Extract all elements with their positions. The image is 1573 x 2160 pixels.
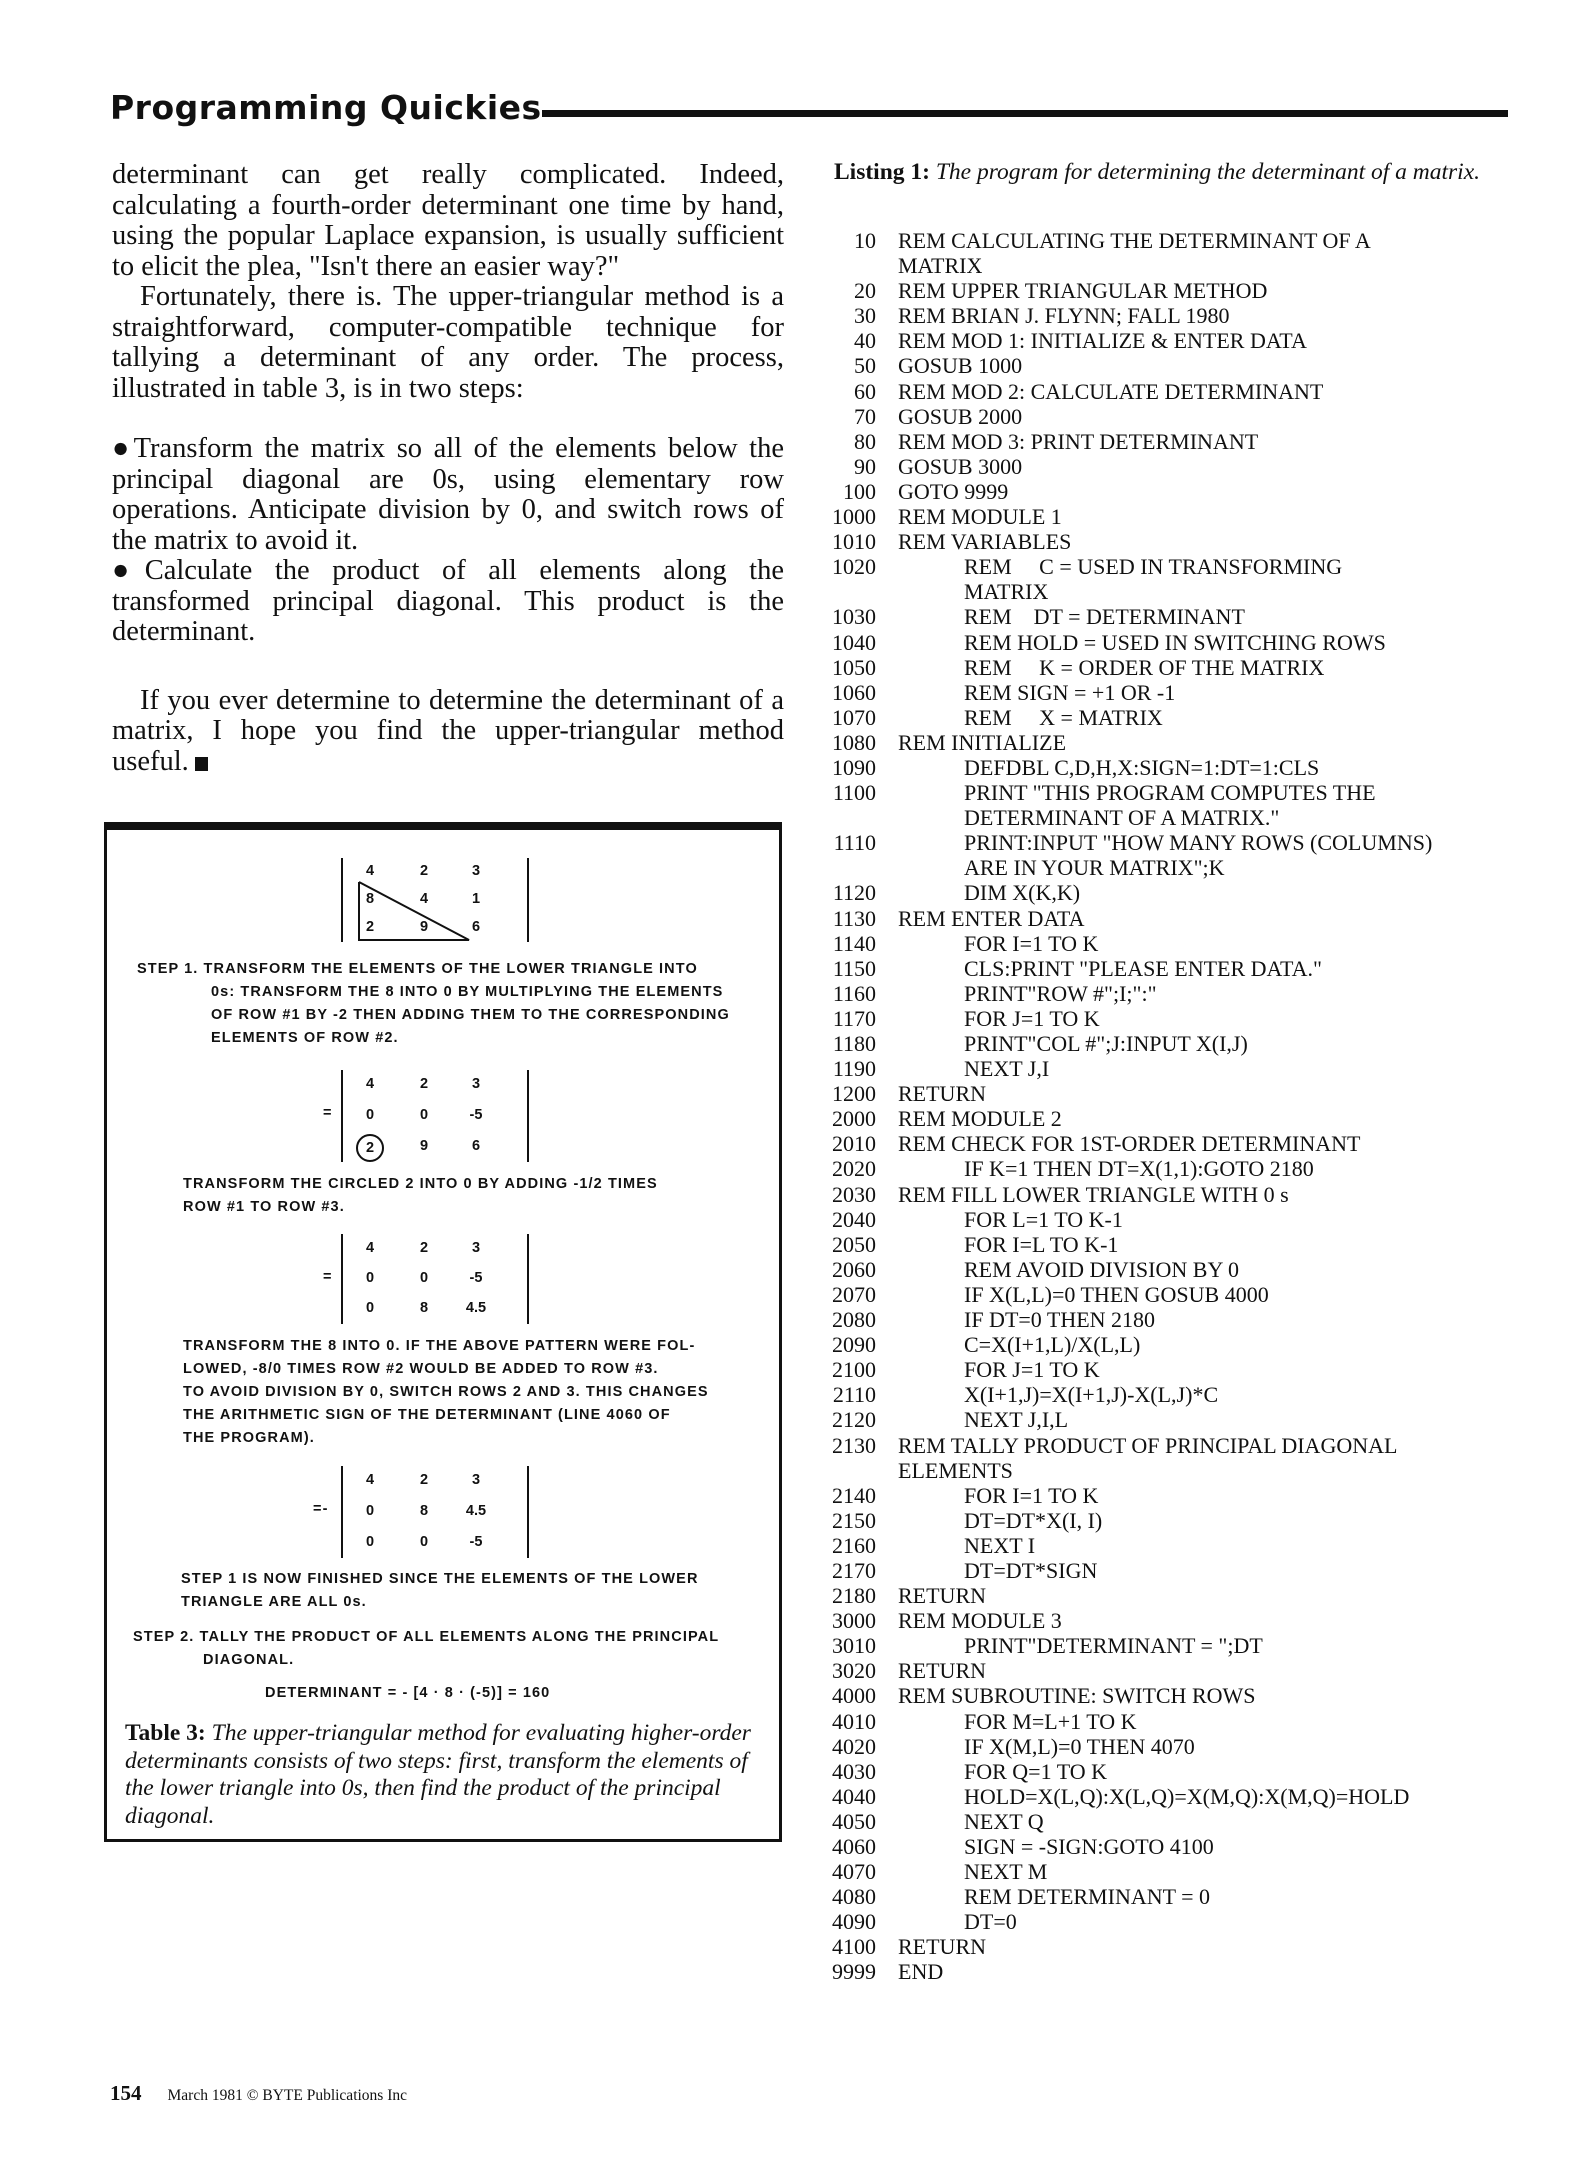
line-number: 1050 [832,654,876,680]
bullet-text: Calculate the product of all elements along the transformed principal diagonal. This product is the determinant. [112,555,784,647]
matrix-cell: 2 [419,1472,429,1489]
bullet-item [112,434,784,556]
listing-line [818,1959,1518,1984]
matrix-bar-left [341,1466,343,1558]
line-number: 4100 [832,1934,876,1960]
article-paragraph [112,686,784,778]
line-number: 4050 [832,1808,876,1834]
line-code: IF X(L,L)=0 THEN GOSUB 4000 [964,1281,1269,1307]
line-code: REM CHECK FOR 1ST-ORDER DETERMINANT [898,1131,1361,1157]
matrix-cell: 8 [419,1503,429,1519]
line-code: DT=DT*SIGN [964,1557,1098,1583]
line-number: 40 [854,328,876,354]
line-number: 2070 [832,1281,876,1307]
matrix-cell: 2 [419,1076,429,1093]
line-number: 1020 [832,554,876,580]
matrix-cell [345,1138,395,1162]
line-code: FOR I=1 TO K [964,930,1099,956]
matrix-cell: 0 [365,1107,375,1123]
step2-text: DIAGONAL. [203,1652,295,1668]
listing-line [818,1809,1518,1834]
line-number: 4040 [832,1783,876,1809]
listing-line [818,328,1518,353]
line-code: SIGN = -SIGN:GOTO 4100 [964,1834,1214,1859]
transform-text: TRANSFORM THE 8 INTO 0. IF THE ABOVE PATTERN WERE FOL- [183,1338,696,1354]
equals-sign: = [323,1269,333,1285]
transform-text: LOWED, -8/0 TIMES ROW #2 WOULD BE ADDED TO ROW #3. [183,1361,659,1377]
line-code: REM ENTER DATA [898,905,1085,931]
line-number: 50 [854,353,876,379]
listing-line [818,1909,1518,1934]
article-paragraph: determinant can get really complicated. Indeed, calculating a fourth-order determinant one time by hand, using the popular Laplace expansion, is usually sufficient to elicit the plea, "Isn't there an easier way?" [112,159,784,282]
listing-line [818,1332,1518,1357]
line-number: 1170 [832,1005,876,1031]
line-number: 1140 [832,930,876,956]
line-code: END [898,1959,944,1985]
caption-text: The upper-triangular method for evaluating higher-order determinants consists of two steps: first, transform the elements of the lower triangle into 0s, then find the product of the principal diagonal. [125,1720,751,1829]
line-number: 2170 [832,1557,876,1583]
line-code-continuation: MATRIX [964,579,1049,605]
listing-line [818,1784,1518,1809]
listing-line [818,830,1518,855]
listing-line [818,1709,1518,1734]
line-number: 1030 [832,604,876,630]
line-code: NEXT J,I,L [964,1407,1069,1433]
line-number: 90 [854,453,876,479]
line-number: 2040 [832,1206,876,1232]
listing-line [818,1558,1518,1583]
listing-caption-text: The program for determining the determinant of a matrix. [935,159,1481,185]
table-caption [125,1720,765,1830]
line-number: 1180 [832,1031,876,1056]
line-code: PRINT"DETERMINANT = ";DT [964,1633,1263,1659]
listing-line-continuation [818,805,1518,830]
equals-sign: = [323,1105,333,1121]
listing-line [818,1031,1518,1056]
listing-line [818,1106,1518,1131]
line-code: REM AVOID DIVISION BY 0 [964,1256,1240,1282]
listing-line [818,1533,1518,1558]
line-number: 1040 [832,629,876,655]
line-number: 1090 [832,754,876,780]
caption-label: Table 3: [125,1720,206,1746]
listing-line [818,931,1518,956]
matrix-cell: 3 [471,1240,481,1256]
line-code: NEXT Q [964,1808,1044,1834]
listing-line [818,1232,1518,1257]
line-number: 4080 [832,1884,876,1910]
matrix-cell: 0 [419,1107,429,1123]
listing-line [818,981,1518,1006]
line-number: 100 [843,478,876,504]
article-column [112,160,784,777]
listing-caption-label: Listing 1: [834,159,930,185]
listing-line [818,1834,1518,1859]
line-number: 1080 [832,729,876,755]
line-code: RETURN [898,1081,986,1107]
matrix-step-2 [341,1234,529,1324]
listing-line [818,730,1518,755]
line-code: REM MOD 1: INITIALIZE & ENTER DATA [898,328,1307,354]
listing-line [818,1131,1518,1156]
line-code: GOTO 9999 [898,478,1009,504]
line-number: 3010 [832,1633,876,1659]
line-number: 1060 [832,679,876,705]
listing-line [818,880,1518,905]
line-code-continuation: ARE IN YOUR MATRIX";K [964,855,1225,881]
listing-line [818,1859,1518,1884]
line-number: 2060 [832,1256,876,1282]
line-code: C=X(I+1,L)/X(L,L) [964,1332,1141,1358]
line-code: REM SUBROUTINE: SWITCH ROWS [898,1683,1256,1709]
listing-line [818,655,1518,680]
line-number: 1000 [832,504,876,530]
listing-line [818,1633,1518,1658]
line-code: FOR I=1 TO K [964,1482,1099,1508]
line-code: IF X(M,L)=0 THEN 4070 [964,1733,1195,1759]
matrix-cell: 1 [471,891,481,907]
listing-line [818,1508,1518,1533]
listing-line [818,755,1518,780]
line-code: NEXT M [964,1859,1048,1885]
line-number: 3020 [832,1658,876,1684]
line-code: DT=DT*X(I, I) [964,1507,1103,1533]
matrix-bar-left [341,858,343,942]
line-number: 2130 [832,1432,876,1458]
line-code: DEFDBL C,D,H,X:SIGN=1:DT=1:CLS [964,754,1320,780]
line-number: 4010 [832,1708,876,1734]
listing-line [818,630,1518,655]
line-code: RETURN [898,1934,986,1960]
page-number: 154 [110,2081,142,2105]
listing-line [818,1282,1518,1307]
transform-text: TRANSFORM THE CIRCLED 2 INTO 0 BY ADDING -1/2 TIMES [183,1176,658,1192]
matrix-bar-left [341,1070,343,1162]
line-code: HOLD=X(L,Q):X(L,Q)=X(M,Q):X(M,Q)=HOLD [964,1783,1410,1809]
listing-line [818,780,1518,805]
line-code: NEXT J,I [964,1056,1050,1082]
line-number: 1150 [832,955,876,981]
listing-line [818,1433,1518,1458]
matrix-cell: 9 [419,1137,429,1154]
matrix-cell: 4 [365,1472,375,1489]
matrix-cell: 4 [365,863,375,879]
line-code: REM MOD 2: CALCULATE DETERMINANT [898,378,1324,404]
matrix-cell: 0 [365,1300,375,1316]
line-number: 4060 [832,1834,876,1859]
line-code: RETURN [898,1583,986,1609]
matrix-cell: 2 [365,919,375,935]
step2-text: STEP 2. TALLY THE PRODUCT OF ALL ELEMENTS ALONG THE PRINCIPAL [133,1629,720,1645]
line-code: REM C = USED IN TRANSFORMING [964,554,1343,580]
step1-text: OF ROW #1 BY -2 THEN ADDING THEM TO THE CORRESPONDING [211,1007,730,1023]
line-code: PRINT"COL #";J:INPUT X(I,J) [964,1031,1248,1056]
listing-line [818,1156,1518,1181]
line-code: GOSUB 2000 [898,403,1023,429]
line-code: REM HOLD = USED IN SWITCHING ROWS [964,629,1386,655]
line-number: 1130 [832,905,876,931]
matrix-step-1 [341,1070,529,1162]
line-code: IF DT=0 THEN 2180 [964,1307,1156,1333]
step1-text: ELEMENTS OF ROW #2. [211,1030,399,1046]
line-number: 2140 [832,1482,876,1508]
listing-line [818,1182,1518,1207]
bullet-icon: ● [112,433,134,464]
line-code: REM MODULE 1 [898,504,1062,530]
listing-line [818,1734,1518,1759]
line-number: 1120 [832,880,876,906]
line-number: 1010 [832,529,876,555]
matrix-cell: 0 [365,1533,375,1550]
matrix-cell: 8 [419,1300,429,1316]
line-code: GOSUB 3000 [898,453,1023,479]
line-code-continuation: MATRIX [898,253,983,279]
lower-triangle-diagram [355,878,475,944]
listing-line [818,1081,1518,1106]
listing-line [818,228,1518,253]
line-number: 3000 [832,1608,876,1634]
line-code: REM K = ORDER OF THE MATRIX [964,654,1325,680]
line-code: REM UPPER TRIANGULAR METHOD [898,278,1268,304]
listing-line-continuation [818,1458,1518,1483]
line-number: 2180 [832,1583,876,1609]
matrix-cell: 0 [365,1503,375,1519]
line-code: X(I+1,J)=X(I+1,J)-X(L,J)*C [964,1382,1219,1408]
listing-line [818,1006,1518,1031]
line-code: PRINT"ROW #";I;":" [964,980,1157,1006]
line-number: 80 [854,428,876,454]
line-number: 2030 [832,1181,876,1207]
bullet-text: Transform the matrix so all of the elements below the principal diagonal are 0s, using elementary row operations. Anticipate division by 0, and switch rows of the matrix to avoid it. [112,433,784,556]
listing-line [818,1683,1518,1708]
listing-line [818,1257,1518,1282]
matrix-cell: 3 [471,1076,481,1093]
line-code: DIM X(K,K) [964,880,1081,906]
line-code: REM TALLY PRODUCT OF PRINCIPAL DIAGONAL [898,1432,1398,1458]
line-number: 2100 [832,1357,876,1383]
step1-finished-text: TRIANGLE ARE ALL 0s. [181,1594,367,1610]
listing-line [818,1608,1518,1633]
line-number: 70 [854,403,876,429]
line-code: REM CALCULATING THE DETERMINANT OF A [898,228,1371,253]
listing-line [818,705,1518,730]
matrix-cell: -5 [469,1270,483,1286]
line-number: 1200 [832,1081,876,1107]
matrix-cell: 0 [419,1533,429,1550]
bullet-item [112,556,784,648]
listing-line [818,554,1518,579]
line-number: 30 [854,303,876,329]
line-number: 4030 [832,1758,876,1784]
line-code: FOR M=L+1 TO K [964,1708,1137,1734]
line-code-continuation: ELEMENTS [898,1457,1013,1483]
listing-line [818,303,1518,328]
listing-line [818,1407,1518,1432]
line-number: 1190 [832,1056,876,1082]
circled-element: 2 [356,1134,384,1162]
matrix-cell: 4 [365,1240,375,1256]
listing-line [818,379,1518,404]
line-code: REM DT = DETERMINANT [964,604,1245,630]
listing-line [818,1382,1518,1407]
matrix-cell: -5 [469,1107,483,1123]
line-code: FOR J=1 TO K [964,1005,1100,1031]
matrix-bar-right [527,1234,529,1324]
line-number: 2160 [832,1532,876,1558]
bullet-icon: ● [112,555,145,586]
listing-line-continuation [818,579,1518,604]
line-number: 60 [854,378,876,404]
transform-text: ROW #1 TO ROW #3. [183,1199,345,1215]
listing-caption [834,158,1494,186]
end-mark-icon [195,757,208,771]
listing-line [818,353,1518,378]
matrix-bar-left [341,1234,343,1324]
line-number: 4070 [832,1859,876,1885]
listing-line [818,906,1518,931]
listing-line [818,278,1518,303]
transform-text: TO AVOID DIVISION BY 0, SWITCH ROWS 2 AND 3. THIS CHANGES [183,1384,709,1400]
line-number: 10 [854,228,876,253]
line-number: 2090 [832,1332,876,1358]
transform-text: THE PROGRAM). [183,1430,315,1446]
line-number: 2150 [832,1507,876,1533]
line-code: DT=0 [964,1909,1017,1935]
matrix-cell: 0 [365,1270,375,1286]
matrix-step-3 [341,1466,529,1558]
line-number: 2080 [832,1307,876,1333]
line-code: NEXT I [964,1532,1036,1558]
line-number: 20 [854,278,876,304]
matrix-cell: 3 [471,863,481,879]
step1-text: 0s: TRANSFORM THE 8 INTO 0 BY MULTIPLYING THE ELEMENTS [211,984,724,1000]
line-number: 2010 [832,1131,876,1157]
closing-text: If you ever determine to determine the determinant of a matrix, I hope you find the upper-triangular method useful. [112,684,784,777]
equals-minus-sign: =- [313,1501,329,1517]
line-code: IF K=1 THEN DT=X(1,1):GOTO 2180 [964,1156,1314,1182]
matrix-cell: 3 [471,1472,481,1489]
line-number: 4090 [832,1909,876,1935]
line-code: PRINT "THIS PROGRAM COMPUTES THE [964,780,1376,806]
listing-line [818,1934,1518,1959]
section-title: Programming Quickies [110,88,542,127]
listing-line [818,479,1518,504]
matrix-cell: 0 [419,1270,429,1286]
listing-line [818,1583,1518,1608]
line-code: PRINT:INPUT "HOW MANY ROWS (COLUMNS) [964,830,1433,856]
step1-text: STEP 1. TRANSFORM THE ELEMENTS OF THE LOWER TRIANGLE INTO [137,961,698,977]
line-number: 1100 [832,780,876,806]
listing-line [818,1483,1518,1508]
listing-line [818,956,1518,981]
line-number: 4020 [832,1733,876,1759]
matrix-cell: 2 [419,863,429,879]
listing-line [818,604,1518,629]
matrix-bar-right [527,1070,529,1162]
listing-line [818,1307,1518,1332]
line-code: FOR J=1 TO K [964,1357,1100,1383]
line-number: 2000 [832,1106,876,1132]
matrix-cell: 8 [365,891,375,907]
listing-line [818,529,1518,554]
line-number: 1070 [832,704,876,730]
line-code: REM DETERMINANT = 0 [964,1884,1211,1910]
line-code: GOSUB 1000 [898,353,1023,379]
page-footer [110,2081,407,2106]
line-code: FOR I=L TO K-1 [964,1231,1119,1257]
line-number: 2120 [832,1407,876,1433]
line-number: 1110 [833,830,876,856]
matrix-cell: 4 [365,1076,375,1093]
line-code: CLS:PRINT "PLEASE ENTER DATA." [964,955,1323,981]
matrix-bar-right [527,1466,529,1558]
listing-line [818,429,1518,454]
header-rule [542,110,1508,117]
line-code: REM VARIABLES [898,529,1072,555]
listing-line [818,454,1518,479]
line-code: REM MOD 3: PRINT DETERMINANT [898,428,1259,454]
listing-line [818,1056,1518,1081]
matrix-bar-right [527,858,529,942]
listing-line [818,1884,1518,1909]
line-code: REM INITIALIZE [898,729,1067,755]
matrix-cell: -5 [469,1533,483,1550]
line-code: FOR L=1 TO K-1 [964,1206,1123,1232]
listing-line [818,1759,1518,1784]
matrix-cell: 2 [419,1240,429,1256]
page-header [110,88,1508,128]
line-code: REM FILL LOWER TRIANGLE WITH 0 s [898,1181,1289,1207]
listing-line [818,404,1518,429]
article-paragraph: Fortunately, there is. The upper-triangular method is a straightforward, computer-compatible technique for tallying a determinant of any order. The process, illustrated in table 3, is in two steps: [112,281,784,404]
line-code: REM SIGN = +1 OR -1 [964,679,1176,705]
listing-line [818,1207,1518,1232]
line-number: 1160 [832,980,876,1006]
listing-line-continuation [818,253,1518,278]
line-number: 2020 [832,1156,876,1182]
line-number: 2110 [832,1382,876,1408]
determinant-result: DETERMINANT = - [4 · 8 · (-5)] = 160 [265,1685,551,1701]
line-code: REM BRIAN J. FLYNN; FALL 1980 [898,303,1230,329]
transform-text: THE ARITHMETIC SIGN OF THE DETERMINANT (LINE 4060 OF [183,1407,671,1423]
line-code: FOR Q=1 TO K [964,1758,1108,1784]
line-code: REM MODULE 2 [898,1106,1062,1132]
line-number: 9999 [832,1959,876,1985]
line-number: 2050 [832,1231,876,1257]
line-code: REM MODULE 3 [898,1608,1062,1634]
copyright-credit: March 1981 © BYTE Publications Inc [167,2087,408,2104]
listing-line [818,1357,1518,1382]
listing-line [818,680,1518,705]
matrix-cell: 6 [471,1137,481,1154]
listing-line [818,1658,1518,1683]
line-code-continuation: DETERMINANT OF A MATRIX." [964,805,1280,831]
listing-line [818,504,1518,529]
program-listing [818,228,1518,1985]
line-number: 4000 [832,1683,876,1709]
matrix-cell: 4.5 [465,1503,487,1519]
line-code: RETURN [898,1658,986,1684]
line-code: REM X = MATRIX [964,704,1163,730]
table-3 [104,822,782,1842]
step1-finished-text: STEP 1 IS NOW FINISHED SINCE THE ELEMENTS OF THE LOWER [181,1571,699,1587]
matrix-cell: 9 [419,919,429,935]
matrix-cell: 6 [471,919,481,935]
matrix-cell: 4.5 [465,1300,487,1316]
matrix-cell: 4 [419,891,429,907]
listing-line-continuation [818,855,1518,880]
